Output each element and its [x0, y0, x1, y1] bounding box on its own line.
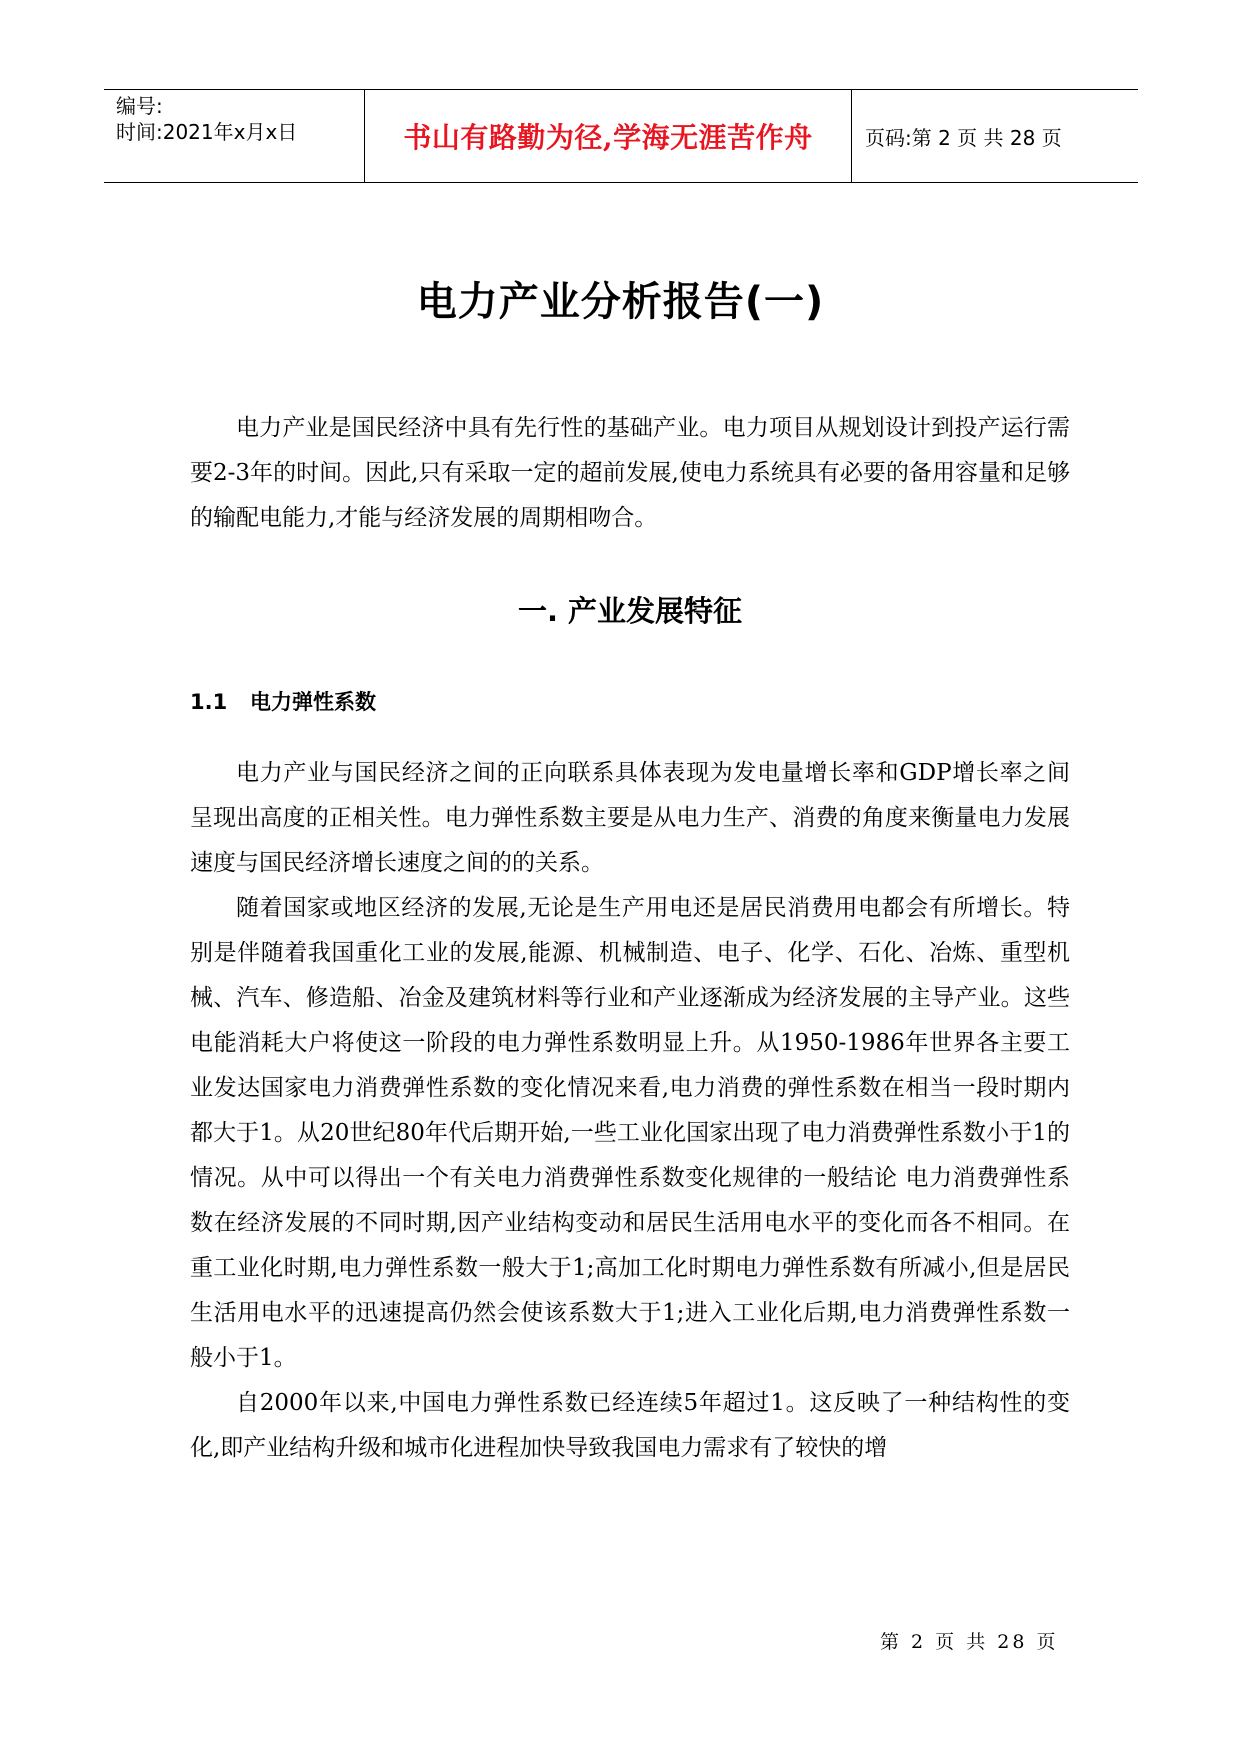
- page-footer: 第 2 页 共 28 页: [880, 1631, 1059, 1653]
- body-paragraph: 电力产业与国民经济之间的正向联系具体表现为发电量增长率和GDP增长率之间呈现出高度的正相关性。电力弹性系数主要是从电力生产、消费的角度来衡量电力发展速度与国民经济增长速度之间的的关系。: [190, 760, 1070, 876]
- subsection-title: 电力弹性系数: [250, 690, 376, 714]
- intro-paragraph: 电力产业是国民经济中具有先行性的基础产业。电力项目从规划设计到投产运行需要2-3年的时间。因此,只有采取一定的超前发展,使电力系统具有必要的备用容量和足够的输配电能力,才能与经济发展的周期相吻合。: [190, 415, 1070, 531]
- serial-number-label: 编号:: [116, 94, 163, 118]
- page-header: [104, 89, 1138, 183]
- header-motto: 书山有路勤为径,学海无涯苦作舟: [365, 90, 852, 182]
- header-meta: [104, 90, 365, 182]
- document-body: [190, 406, 1070, 1471]
- body-paragraph: 自2000年以来,中国电力弹性系数已经连续5年超过1。这反映了一种结构性的变化,即产业结构升级和城市化进程加快导致我国电力需求有了较快的增: [190, 1390, 1070, 1461]
- subsection-heading: [190, 687, 1070, 717]
- header-page-info: 页码:第 2 页 共 28 页: [865, 125, 1062, 150]
- document-title: 电力产业分析报告(一): [416, 279, 825, 325]
- section-heading: 一. 产业发展特征: [517, 594, 743, 628]
- body-paragraph: 随着国家或地区经济的发展,无论是生产用电还是居民消费用电都会有所增长。特别是伴随着我国重化工业的发展,能源、机械制造、电子、化学、石化、冶炼、重型机械、汽车、修造船、冶金及建筑材料等行业和产业逐渐成为经济发展的主导产业。这些电能消耗大户将使这一阶段的电力弹性系数明显上升。从1950-1986年世界各主要工业发达国家电力消费弹性系数的变化情况来看,电力消费的弹性系数在相当一段时期内都大于1。从20世纪80年代后期开始,一些工业化国家出现了电力消费弹性系数小于1的情况。从中可以得出一个有关电力消费弹性系数变化规律的一般结论 电力消费弹性系数在经济发展的不同时期,因产业结构变动和居民生活用电水平的变化而各不相同。在重工业化时期,电力弹性系数一般大于1;高加工化时期电力弹性系数有所减小,但是居民生活用电水平的迅速提高仍然会使该系数大于1;进入工业化后期,电力消费弹性系数一般小于1。: [190, 895, 1070, 1371]
- time-label: 时间:2021年x月x日: [116, 120, 298, 144]
- subsection-number: 1.1: [190, 690, 228, 714]
